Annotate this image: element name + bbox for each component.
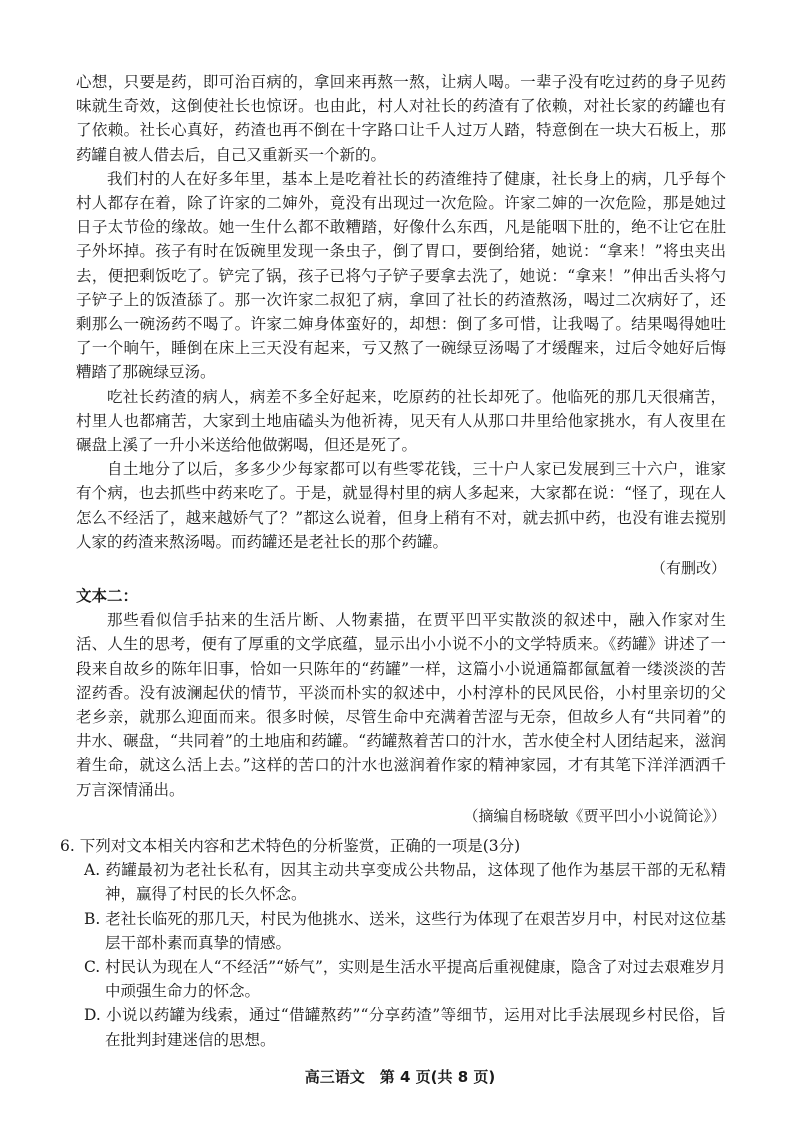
option-a-text: A. 药罐最初为老社长私有，因其主动共享变成公共物品，这体现了他作为基层干部的无私精神，赢得了村民的长久怀念。	[84, 861, 726, 904]
text1-paragraph-2: 我们村的人在好多年里，基本上是吃着社长的药渣维持了健康，社长身上的病，几乎每个村人都存在着，除了许家的二婶外，竟没有出现过一次危险。许家二婶的一次危险，那是她过日子太节俭的缘故。她一生什么都不敢糟踏，好像什么东西，凡是能咽下肚的，绝不让它在肚子外坏掉。孩子有时在饭碗里发现一条虫子，倒了胃口，要倒给猪，她说：“拿来！”将虫夹出去，便把剩饭吃了。铲完了锅，孩子已将勺子铲子要拿去洗了，她说：“拿来！”伸出舌头将勺子铲子上的饭渣舔了。那一次许家二叔犯了病，拿回了社长的药渣熬汤，喝过二次病好了，还剩那么一碗汤药不喝了。许家二婶身体蛮好的，却想：倒了多可惜，让我喝了。结果喝得她吐了一个晌午，睡倒在床上三天没有起来，亏又熬了一碗绿豆汤喝了才缓醒来，过后令她好后悔糟踏了那碗绿豆汤。	[76, 169, 726, 382]
text2-heading: 文本二：	[76, 587, 139, 606]
text1-paragraph-1: 心想，只要是药，即可治百病的，拿回来再熬一熬，让病人喝。一辈子没有吃过药的身子见药味就生奇效，这倒使社长也惊讶。也由此，村人对社长的药渣有了依赖，对社长家的药罐也有了依赖。社长心真好，药渣也再不倒在十字路口让千人过万人踏，特意倒在一块大石板上，那药罐自被人借去后，自己又重新买一个新的。	[76, 73, 726, 164]
text1-paragraph-4: 自土地分了以后，多多少少每家都可以有些零花钱，三十户人家已发展到三十六户，谁家有个病，也去抓些中药来吃了。于是，就显得村里的病人多起来，大家都在说：“怪了，现在人怎么不经活了，越来越娇气了？”都这么说着，但身上稍有不对，就去抓中药，也没有谁去搅别人家的药渣来熬汤喝。而药罐还是老社长的那个药罐。	[76, 460, 726, 551]
page-content	[60, 70, 726, 1052]
option-d	[76, 1003, 726, 1051]
option-b-text: B. 老社长临死的那几天，村民为他挑水、送米，这些行为体现了在艰苦岁月中，村民对这位基层干部朴素而真挚的情感。	[84, 909, 726, 952]
text1-source-note: （有删改）	[650, 559, 726, 578]
text2-source-note: （摘编自杨晓敏《贾平凹小小说简论》）	[463, 806, 726, 825]
text1-paragraph-3: 吃社长药渣的病人，病差不多全好起来，吃原药的社长却死了。他临死的那几天很痛苦，村里人也都痛苦，大家到土地庙磕头为他祈祷，见天有人从那口井里给他家挑水，有人夜里在碾盘上溪了一升小米送给他做粥喝，但还是死了。	[76, 387, 726, 455]
option-c	[76, 955, 726, 1003]
option-b	[76, 907, 726, 955]
option-c-text: C. 村民认为现在人“不经活”“娇气”，实则是生活水平提高后重视健康，隐含了对过去艰难岁月中顽强生命力的怀念。	[84, 957, 726, 1001]
question-6-stem: 6. 下列对文本相关内容和艺术特色的分析鉴赏，正确的一项是(3分)	[60, 836, 521, 855]
option-d-text: D. 小说以药罐为线索，通过“借罐熬药”“分享药渣”等细节，运用对比手法展现乡村民俗，旨在批判封建迷信的思想。	[84, 1006, 726, 1049]
text2-paragraph: 那些看似信手拈来的生活片断、人物素描，在贾平凹平实散淡的叙述中，融入作家对生活、人生的思考，便有了厚重的文学底蕴，显示出小小说不小的文学特质来。《药罐》讲述了一段来自故乡的陈年旧事，恰如一只陈年的“药罐”一样，这篇小小说通篇都氤氲着一缕淡淡的苦涩药香。没有波澜起伏的情节，平淡而朴实的叙述中，小村淳朴的民风民俗，小村里亲切的父老乡亲，就那么迎面而来。很多时候，尽管生命中充满着苦涩与无奈，但故乡人有“共同着”的井水、碾盘，“共同着”的土地庙和药罐。“药罐熬着苦口的汁水，苦水使全村人团结起来，滋润着生命，就这么活上去。”这样的苦口的汁水也滋润着作家的精神家园，才有其笔下洋洋洒洒千万言深情涌出。	[76, 611, 726, 799]
page-footer: 高三语文 第 4 页(共 8 页)	[304, 1068, 496, 1086]
option-a	[76, 858, 726, 906]
